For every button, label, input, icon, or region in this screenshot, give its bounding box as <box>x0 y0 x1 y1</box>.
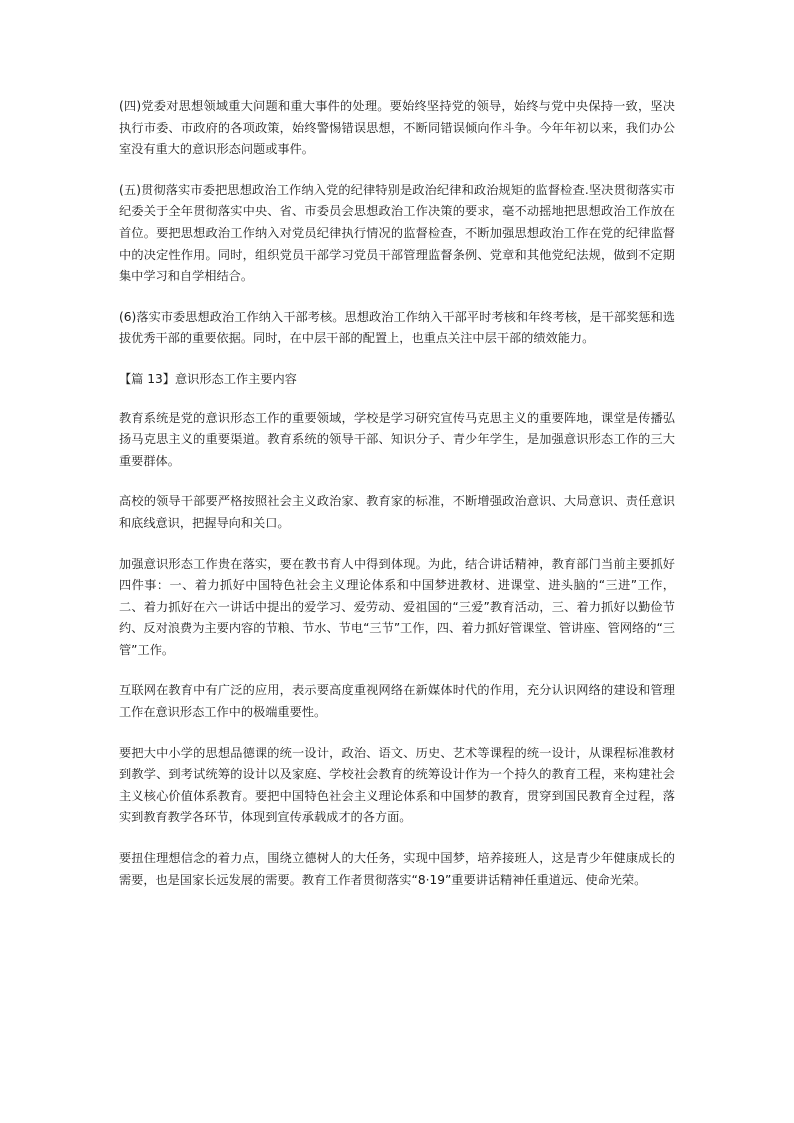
paragraph-university-leaders: 高校的领导干部要严格按照社会主义政治家、教育家的标准，不断增强政治意识、大局意识、责任意识和底线意识，把握导向和关口。 <box>119 494 675 530</box>
paragraph-cadre-assessment: (6)落实市委思想政治工作纳入干部考核。思想政治工作纳入干部平时考核和年终考核，是干部奖惩和选拔优秀干部的重要依据。同时，在中层干部的配置上，也重点关注中层干部的绩效能力。 <box>119 309 675 346</box>
section-heading: 【篇 13】意识形态工作主要内容 <box>119 371 297 386</box>
paragraph-four-tasks: 加强意识形态工作贵在落实，要在教书育人中得到体现。为此，结合讲话精神，教育部门当前主要抓好四件事：一、着力抓好中国特色社会主义理论体系和中国梦进教材、进课堂、进头脑的“三进”工作，二、着力抓好在六一讲话中提出的爱学习、爱劳动、爱祖国的“三爱”教育活动，三、着力抓好以勤俭节约、反对浪费为主要内容的节粮、节水、节电“三节”工作，四、着力抓好管课堂、管讲座、管网络的“三管”工作。 <box>119 556 675 657</box>
paragraph-internet: 互联网在教育中有广泛的应用，表示要高度重视网络在新媒体时代的作用，充分认识网络的建设和管理工作在意识形态工作中的极端重要性。 <box>119 683 675 720</box>
paragraph-education-system: 教育系统是党的意识形态工作的重要领域，学校是学习研究宣传马克思主义的重要阵地，课堂是传播弘扬马克思主义的重要渠道。教育系统的领导干部、知识分子、青少年学生，是加强意识形态工作的三大重要群体。 <box>119 410 675 468</box>
paragraph-discipline-supervision: (五)贯彻落实市委把思想政治工作纳入党的纪律特别是政治纪律和政治规矩的监督检查.坚决贯彻落实市纪委关于全年贯彻落实中央、省、市委员会思想政治工作决策的要求，毫不动摇地把思想政治工作放在首位。要把思想政治工作纳入对党员纪律执行情况的监督检查，不断加强思想政治工作在党的纪律监督中的决定性作用。同时，组织党员干部学习党员干部管理监督条例、党章和其他党纪法规，做到不定期集中学习和自学相结合。 <box>119 182 675 284</box>
paragraph-curriculum-design: 要把大中小学的思想品德课的统一设计，政治、语文、历史、艺术等课程的统一设计，从课程标准教材到教学、到考试统筹的设计以及家庭、学校社会教育的统筹设计作为一个持久的教育工程，来构建社会主义核心价值体系教育。要把中国特色社会主义理论体系和中国梦的教育，贯穿到国民教育全过程，落实到教育教学各环节，体现到宣传承载成才的各方面。 <box>119 745 675 825</box>
paragraph-ideals-beliefs: 要扭住理想信念的着力点，围绕立德树人的大任务，实现中国梦，培养接班人，这是青少年健康成长的需要，也是国家长远发展的需要。教育工作者贯彻落实“8·19”重要讲话精神任重道远、使命光荣。 <box>119 851 675 887</box>
paragraph-party-committee-handling: (四)党委对思想领域重大问题和重大事件的处理。要始终坚持党的领导，始终与党中央保持一致，坚决执行市委、市政府的各项政策，始终警惕错误思想，不断同错误倾向作斗争。今年年初以来，我们办公室没有重大的意识形态问题或事件。 <box>119 99 675 157</box>
document-body <box>119 96 675 910</box>
